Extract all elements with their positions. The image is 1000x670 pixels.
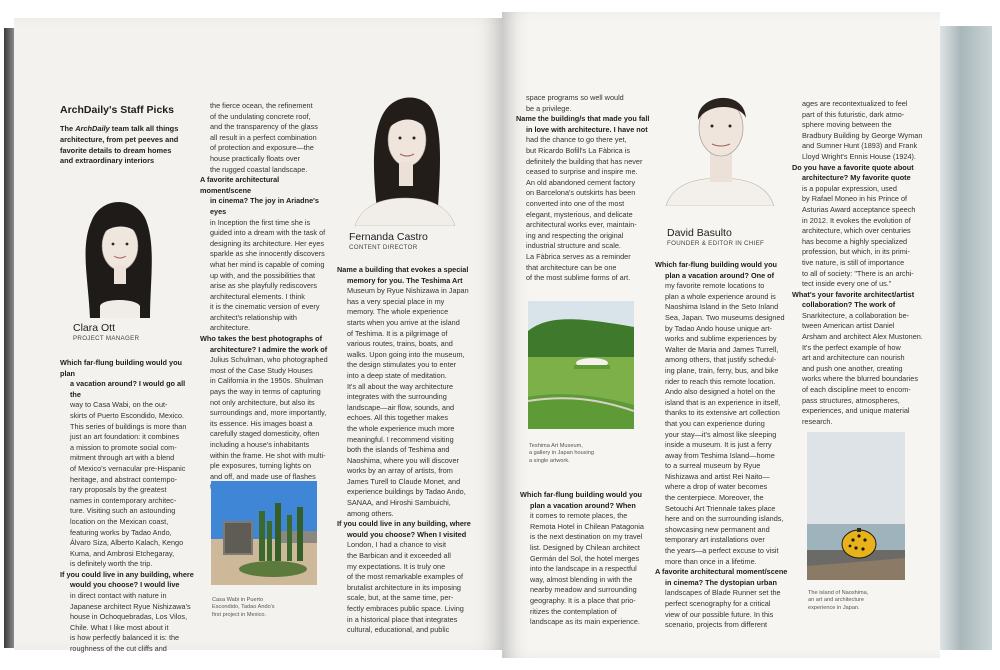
text-line: list. Designed by Chilean architect — [530, 542, 640, 552]
text-line: in California in the 1950s. Shulman — [210, 376, 324, 386]
text-line: in 2012. It evokes the evolution of — [802, 215, 911, 225]
text-line: its essence. His images boast a — [210, 418, 313, 428]
text-line: away from Teshima Island—home — [665, 450, 775, 460]
column-fernanda-vacation — [520, 490, 654, 628]
text-line: plan a vacation around? One of — [665, 270, 775, 280]
text-line: La Fàbrica serves as a reminder — [526, 251, 631, 261]
text-line: a mission to promote social com- — [70, 442, 177, 452]
text-line: various routes, trains, boats, and — [347, 339, 453, 349]
text-line: Naoshima Island in the Seto Inland — [665, 302, 779, 312]
text-line: memory for you. The Teshima Art — [347, 275, 463, 285]
text-line: the centerpiece. Moreover, the — [665, 493, 764, 503]
intro-text: The ArchDaily team talk all things architecture, from pet peeves and favorite details to dream homes and extraordinary interiors — [60, 124, 179, 166]
text-line: London, I had a chance to visit — [347, 540, 446, 550]
text-line: Nishizawa and artist Rei Naito— — [665, 471, 770, 481]
text-line: architecture. — [210, 323, 251, 333]
text-line: Japanese architect Ryue Nishizawa's — [70, 601, 191, 611]
caption-line: Escondido, Tadao Ando's — [212, 604, 275, 611]
text-line: the fierce ocean, the refinement — [210, 101, 313, 110]
text-line: Name the building/s that made you fall — [516, 114, 650, 124]
text-line: rider to reach this remote location. — [665, 376, 776, 386]
text-line: way, almost blending in with the — [530, 574, 633, 584]
text-line: in cinema? The joy in Ariadne's eyes — [210, 196, 319, 216]
text-line: Sea, Japan. Two museums designed — [665, 312, 785, 322]
text-line: it is the cinematic version of every — [210, 302, 320, 312]
caption-line: a gallery in Japan housing — [529, 450, 594, 457]
text-line: ages are recontextualized to feel — [802, 99, 908, 108]
text-line: arise as she playfully rediscovers — [210, 281, 318, 291]
text-line: in a historical place that integrates — [347, 614, 458, 624]
text-line: nearby meadow and surrounding — [530, 585, 637, 595]
text-line: plan a whole experience around is — [665, 291, 776, 301]
text-line: fectly embraces public space. Living — [347, 604, 464, 613]
text-line: is a popular expression, used — [802, 183, 897, 193]
text-line: just an art foundation: it combines — [70, 432, 180, 442]
column-clara-a — [60, 358, 196, 655]
text-line: Snarkitecture, a collaboration be- — [802, 310, 910, 320]
text-line: up with, and the possibilities that — [210, 270, 316, 280]
text-line: in love with architecture. I have not — [526, 124, 648, 134]
text-line: in Inception the first time she is — [210, 217, 311, 227]
text-line: Walter de Maria and James Turrell, — [665, 344, 779, 354]
text-line: and Sumner Hunt (1893) and Frank — [802, 141, 918, 151]
text-line: This series of buildings is more than — [70, 421, 187, 431]
text-line: ture. Visiting such an astounding — [70, 506, 176, 516]
text-line: into the landscape in a respectful — [530, 564, 637, 574]
text-line: Julius Schulman, who photographed — [210, 355, 328, 365]
text-line: skirts of Puerto Escondido, Mexico. — [70, 410, 184, 420]
text-line: architecture, which over centuries — [802, 226, 911, 236]
text-line: definitely the building that has never — [526, 156, 643, 166]
text-line: and off, and made use of flashes — [210, 471, 316, 481]
text-line: scale, but, at the same time, per- — [347, 593, 454, 603]
text-line: rary proposals by the greatest — [70, 485, 167, 495]
text-line: my expectations. It is truly one — [347, 561, 446, 571]
text-line: ing plane, train, ferry, bus, and bike — [665, 365, 779, 375]
text-line: be a privilege. — [526, 103, 572, 113]
text-line: works and sublime experiences by — [665, 334, 777, 344]
text-line: carefully staged domesticity, often — [210, 429, 320, 439]
text-line: walks. Upon going into the museum, — [347, 349, 465, 359]
text-line: Museum by Ryue Nishizawa in Japan — [347, 286, 469, 296]
text-line: architecture? I admire the work of — [210, 344, 328, 354]
caption-naoshima — [808, 590, 918, 612]
text-line: my favorite remote locations to — [665, 281, 765, 291]
text-line: is definitely worth the trip. — [70, 559, 153, 569]
text-line: all result in a perfect combination — [210, 132, 317, 142]
text-line: Lloyd Wright's Ennis House (1924). — [802, 151, 917, 161]
text-line: way to Casa Wabi, on the out- — [70, 400, 168, 410]
text-line: tween American artist Daniel — [802, 321, 895, 331]
text-line: into a deep state of meditation. — [347, 370, 447, 380]
text-line: memory. The whole experience — [347, 307, 449, 317]
text-line: on Barcelona's outskirts has been — [526, 188, 636, 198]
text-line: Naoshima, where you will discover — [347, 455, 459, 465]
text-line: your stay—it's almost like sleeping — [665, 429, 777, 439]
text-line: What's your favorite architect/artist — [792, 289, 915, 299]
text-line: perfect scenography for a critical — [665, 599, 771, 608]
profile-name-clara: Clara Ott — [73, 322, 116, 334]
text-line: landscape as its main experience. — [530, 617, 640, 627]
text-line: has become a highly specialized — [802, 236, 908, 246]
caption-line: Teshima Art Museum, — [529, 443, 583, 449]
text-line: experiences, and unique material — [802, 406, 910, 416]
text-line: of each discipline meet to encom- — [802, 385, 911, 395]
text-line: to all of society: "There is an archi- — [802, 268, 914, 278]
text-line: cultural, educational, and public — [347, 625, 450, 635]
text-line: sparkle as she innocently discovers — [210, 249, 325, 259]
text-line: SANAA, and Hiroshi Sambuichi, — [347, 498, 451, 508]
text-line: within the frame. He shot with multi- — [210, 450, 326, 460]
text-line: surroundings and, more importantly, — [210, 408, 327, 418]
text-line: is the next destination on my travel — [530, 532, 643, 542]
text-line: Álvaro Siza, Alberto Kalach, Kengo — [70, 538, 184, 548]
text-line: research. — [802, 416, 833, 426]
profile-name-fernanda: Fernanda Castro — [349, 231, 428, 243]
text-line: of the undulating concrete roof, — [210, 111, 311, 121]
text-line: the design stimulates you to enter — [347, 360, 457, 370]
caption-line: experience in Japan. — [808, 604, 860, 611]
text-line: the Barbican and it exceeded all — [347, 551, 451, 561]
text-line: part of this futuristic, dark atmo- — [802, 109, 905, 119]
profile-role-fernanda: CONTENT DIRECTOR — [349, 244, 418, 251]
text-line: Arsham and architect Alex Mustonen. — [802, 332, 923, 342]
text-line: art and architecture can nourish — [802, 353, 905, 363]
text-line: pass structures, atmospheres, — [802, 395, 900, 405]
text-line: by Tadao Ando house unique art- — [665, 323, 772, 333]
text-line: A favorite architectural moment/scene — [655, 567, 788, 577]
text-line: Name a building that evokes a special — [337, 265, 469, 274]
text-line: is how perfectly balanced it is: the — [70, 633, 180, 643]
column-fernanda — [337, 265, 475, 636]
text-line: architect's relationship with — [210, 312, 297, 322]
text-line: Do you have a favorite quote about — [792, 162, 914, 172]
text-line: scenario, projects from different — [665, 620, 768, 630]
text-line: in direct contact with nature in — [70, 591, 167, 601]
text-line: architectural works ever, maintain- — [526, 220, 637, 230]
text-line: location on the Mexican coast, — [70, 516, 169, 526]
text-line: what her mind is capable of coming — [210, 259, 325, 269]
text-line: showcasing new permanent and — [665, 524, 770, 534]
text-line: An old abandoned cement factory — [526, 177, 636, 187]
text-line: it comes to remote places, the — [530, 511, 628, 521]
text-line: names in contemporary architec- — [70, 495, 177, 505]
text-line: space programs so well would — [526, 93, 624, 102]
text-line: a vacation around? I would go all the — [70, 379, 186, 399]
text-line: Remota Hotel in Chilean Patagonia — [530, 521, 644, 531]
text-line: sphere moving between the — [802, 120, 892, 130]
text-line: ceased to surprise and inspire me. — [526, 167, 638, 177]
text-line: landscape—air flow, sounds, and — [347, 402, 455, 412]
page-title: ArchDaily's Staff Picks — [60, 104, 174, 116]
text-line: temporary art installations over — [665, 535, 765, 545]
text-line: has a very special place in my — [347, 296, 445, 306]
text-line: both the islands of Teshima and — [347, 445, 450, 455]
text-line: Kuma, and Ambrosi Etchegaray, — [70, 548, 175, 558]
text-line: plan a vacation around? When — [530, 500, 636, 510]
text-line: by Rafael Moneo in his Prince of — [802, 194, 908, 204]
text-line: geography. It is a place that prio- — [530, 595, 636, 605]
text-line: thanks to its extensive art collection — [665, 408, 780, 418]
text-line: mitment through art with a blend — [70, 453, 175, 463]
text-line: house in Ochoquebradas, Los Vilos, — [70, 612, 188, 622]
text-line: Who takes the best photographs of — [200, 334, 323, 344]
photo-teshima-art-museum — [528, 301, 634, 429]
text-line: tive nature, is still of importance — [802, 257, 905, 267]
text-line: inside a museum. It is just a ferry — [665, 440, 772, 450]
text-line: where a drop of water becomes — [665, 482, 768, 492]
text-line: meaningful. I recommend visiting — [347, 434, 454, 444]
text-line: brutalist architecture in its imposing — [347, 582, 461, 592]
text-line: profession, but which, in its primi- — [802, 247, 910, 257]
caption-teshima — [529, 443, 639, 465]
text-line: works by an array of artists, from — [347, 466, 453, 476]
column-david-b — [792, 99, 932, 427]
caption-line: first project in Mexico. — [212, 611, 267, 618]
text-line: A favorite architectural moment/scene — [200, 175, 280, 195]
text-line: of Mexico's vernacular pre-Hispanic — [70, 463, 186, 473]
text-line: If you could live in any building, where — [337, 519, 471, 529]
text-line: the whole experience much more — [347, 423, 455, 433]
column-clara-b — [200, 101, 328, 493]
text-line: echoes. All this together makes — [347, 413, 448, 423]
text-line: of the most sublime forms of art. — [526, 273, 631, 283]
text-line: here and on the surrounding islands, — [665, 514, 784, 524]
portrait-clara-ott — [70, 186, 168, 318]
text-line: featuring works by Tadao Ando, — [70, 527, 172, 537]
text-line: the years—a perfect excuse to visit — [665, 546, 779, 556]
text-line: Setouchi Art Triennale takes place — [665, 503, 776, 513]
text-line: house practically floats over — [210, 153, 301, 163]
text-line: including a house's inhabitants — [210, 440, 310, 449]
profile-name-david: David Basulto — [667, 227, 732, 239]
column-david-a — [655, 260, 793, 631]
text-line: would you choose? When I visited — [347, 529, 467, 539]
text-line: pays the way in terms of capturing — [210, 387, 321, 397]
text-line: ple exposures, turning lights on — [210, 461, 312, 471]
text-line: It's all about the way architecture — [347, 381, 454, 391]
book-cover-edge — [940, 26, 992, 650]
text-line: view of our possible future. In this — [665, 609, 774, 619]
text-line: converted into one of the most — [526, 198, 625, 208]
text-line: to a surreal museum by Ryue — [665, 461, 761, 471]
text-line: of the most remarkable examples of — [347, 572, 463, 582]
text-line: tect inside every one of us." — [802, 279, 892, 289]
text-line: that architecture can be one — [526, 262, 617, 272]
text-line: If you could live in any building, where — [60, 569, 194, 579]
text-line: architectural elements. I think — [210, 291, 305, 301]
text-line: island that is an experience in itself, — [665, 397, 781, 407]
text-line: in cinema? The dystopian urban — [665, 577, 777, 587]
caption-casa-wabi — [212, 597, 322, 619]
text-line: not only architecture, but also its — [210, 397, 315, 407]
photo-casa-wabi — [211, 481, 317, 585]
text-line: would you choose? I would live — [70, 580, 180, 590]
text-line: collaboration? The work of — [802, 300, 896, 310]
text-line: that you can experience during — [665, 418, 765, 428]
text-line: of Teshima. It is a pilgrimage of — [347, 328, 448, 338]
text-line: landscapes of Blade Runner set the — [665, 588, 781, 598]
photo-naoshima-pumpkin — [807, 432, 905, 580]
text-line: ritizes the contemplation of — [530, 606, 617, 616]
text-line: among others. — [347, 508, 394, 518]
text-line: heritage, and abstract contempo- — [70, 474, 178, 484]
text-line: integrates with the surrounding — [347, 392, 447, 402]
text-line: James Turell to Claude Monet, and — [347, 476, 461, 486]
text-line: had the chance to go there yet, — [526, 135, 627, 145]
text-line: but Ricardo Bofill's La Fàbrica is — [526, 145, 630, 155]
text-line: elegant, mysterious, and delicate — [526, 209, 633, 219]
portrait-fernanda-castro — [345, 90, 465, 226]
text-line: Which far-flung building would you — [520, 490, 642, 499]
text-line: industrial structure and scale. — [526, 241, 621, 251]
text-line: designing its architecture. Her eyes — [210, 238, 324, 248]
text-line: roughness of the cut cliffs and — [70, 644, 167, 654]
text-line: Which far-flung building would you plan — [60, 358, 182, 378]
caption-line: a single artwork. — [529, 457, 570, 464]
text-line: and the transparency of the glass — [210, 122, 318, 132]
text-line: more than once in a lifetime. — [665, 556, 757, 566]
text-line: works where the blurred boundaries — [802, 374, 919, 384]
text-line: It's the perfect example of how — [802, 342, 901, 352]
text-line: experience buildings by Tadao Ando, — [347, 487, 466, 497]
text-line: most of the Case Study Houses — [210, 365, 313, 375]
text-line: Ando also designed a hotel on the — [665, 387, 776, 397]
text-line: starts when you arrive at the island — [347, 317, 460, 327]
text-line: and push one another, creating — [802, 363, 903, 373]
portrait-david-basulto — [662, 82, 780, 206]
text-line: of protection and exposure—the — [210, 143, 314, 153]
profile-role-david: FOUNDER & EDITOR IN CHIEF — [667, 240, 765, 247]
text-line: Bradbury Building by George Wyman — [802, 130, 923, 140]
caption-line: The island of Naoshima, — [808, 590, 869, 596]
text-line: ing and respecting the original — [526, 230, 624, 240]
caption-line: an art and architecture — [808, 597, 864, 604]
text-line: architecture? My favorite quote — [802, 173, 911, 183]
text-line: the rugged coastal landscape. — [210, 164, 308, 174]
text-line: Which far-flung building would you — [655, 260, 777, 269]
text-line: Germán del Sol, the hotel merges — [530, 553, 640, 563]
profile-role-clara: PROJECT MANAGER — [73, 335, 140, 342]
caption-line: Casa Wabi in Puerto — [212, 597, 264, 603]
text-line: Asturias Award acceptance speech — [802, 204, 916, 214]
text-line: guided into a dream with the task of — [210, 228, 326, 238]
text-line: among others, that justify schedul- — [665, 355, 777, 365]
text-line: Chile. What I like most about it — [70, 622, 169, 632]
column-fernanda-continued — [516, 93, 650, 284]
